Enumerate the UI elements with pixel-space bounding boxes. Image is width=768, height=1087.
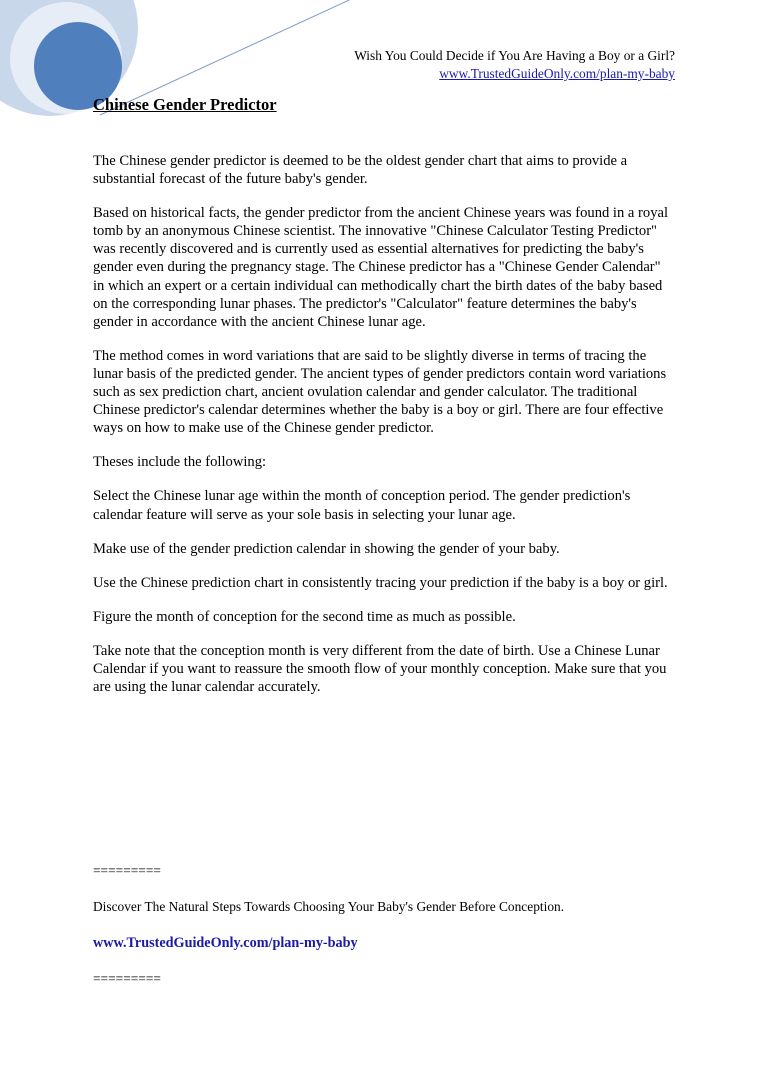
paragraph-step-4: Figure the month of conception for the second time as much as possible. [93, 608, 516, 625]
footer-link[interactable]: www.TrustedGuideOnly.com/plan-my-baby [93, 935, 358, 951]
paragraph-step-2: Make use of the gender prediction calendar in showing the gender of your baby. [93, 540, 560, 557]
header-tagline: Wish You Could Decide if You Are Having a Boy or a Girl? [354, 48, 675, 63]
page-title: Chinese Gender Predictor [93, 95, 277, 114]
paragraph-intro: The Chinese gender predictor is deemed to be the oldest gender chart that aims to provide a substantial forecast of the future baby's gender. [93, 153, 628, 188]
paragraph-note: Take note that the conception month is very different from the date of birth. Use a Chinese Lunar Calendar if you want to reassure the smooth flow of your monthly conception. Make sure that you are using the lunar calendar accurately. [93, 642, 667, 696]
paragraph-history: Based on historical facts, the gender predictor from the ancient Chinese years was found in a royal tomb by an anonymous Chinese scientist. The innovative "Chinese Calculator Testing Predictor" was recently discovered and is currently used as essential alternatives for predicting the baby's gender even during the pregnancy stage. The Chinese predictor has a "Chinese Gender Calendar" in which an expert or a certain individual can methodically chart the birth dates of the baby based on the corresponding lunar phases. The predictor's "Calculator" feature determines the baby's gender in accordance with the ancient Chinese lunar age. [93, 205, 669, 330]
paragraph-step-3: Use the Chinese prediction chart in consistently tracing your prediction if the baby is a boy or girl. [93, 574, 668, 591]
article-body [93, 152, 675, 712]
footer-cta: Discover The Natural Steps Towards Choosing Your Baby's Gender Before Conception. [93, 899, 565, 914]
paragraph-list-intro: Theses include the following: [93, 454, 267, 471]
page-header [354, 47, 675, 83]
paragraph-step-1: Select the Chinese lunar age within the month of conception period. The gender prediction's calendar feature will serve as your sole basis in selecting your lunar age. [93, 488, 631, 523]
header-link[interactable]: www.TrustedGuideOnly.com/plan-my-baby [439, 66, 675, 81]
separator-top: ========= [93, 863, 161, 878]
page-footer [93, 862, 675, 988]
separator-bottom: ========= [93, 971, 161, 986]
decorative-circles-graphic [0, 0, 380, 140]
paragraph-method: The method comes in word variations that are said to be slightly diverse in terms of tracing the lunar basis of the predicted gender. The ancient types of gender predictors contain word variations such as sex prediction chart, ancient ovulation calendar and gender calculator. The traditional Chinese predictor's calendar determines whether the baby is a boy or girl. There are four effective ways on how to make use of the Chinese gender predictor. [93, 347, 667, 437]
